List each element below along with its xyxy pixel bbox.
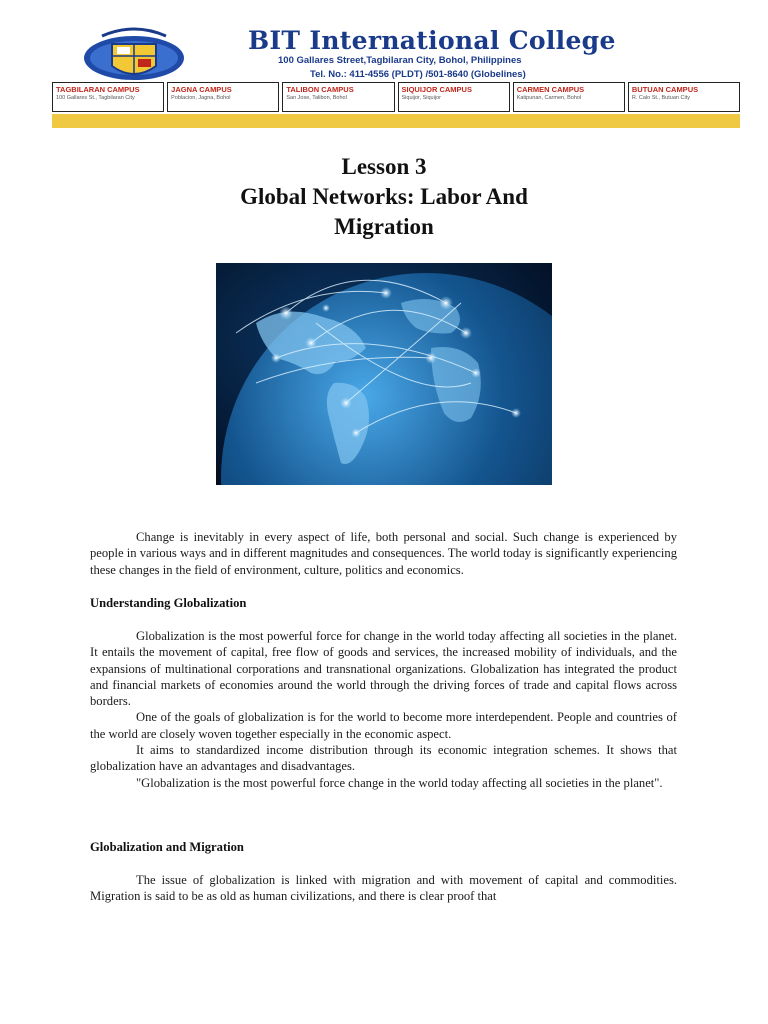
header-divider-bar (52, 114, 740, 128)
campus-list (52, 82, 740, 112)
paragraph: It aims to standardized income distribution through its economic integration schemes. It shows that globalization have an advantages and disadvantages. (90, 743, 677, 774)
lesson-number: Lesson 3 (341, 154, 427, 179)
campus-box (52, 82, 164, 112)
section-globalization-body (90, 628, 677, 791)
campus-name: TAGBILARAN CAMPUS (56, 85, 140, 94)
section-migration-body (90, 872, 677, 905)
intro-paragraph (90, 529, 677, 578)
campus-name: TALIBON CAMPUS (286, 85, 354, 94)
campus-address: San Jose, Talibon, Bohol (286, 95, 347, 101)
globe-network-image (216, 263, 552, 485)
paragraph: "Globalization is the most powerful force change in the world today affecting all societies in the planet". (136, 775, 663, 790)
campus-box (167, 82, 279, 112)
section-heading-migration: Globalization and Migration (90, 840, 244, 854)
campus-name: JAGNA CAMPUS (171, 85, 232, 94)
paragraph: Change is inevitably in every aspect of life, both personal and social. Such change is experienced by people in various ways and in different magnitudes and consequences. The world today is significantly experiencing these changes in the field of environment, culture, politics and economics. (90, 530, 677, 577)
college-logo (82, 26, 186, 86)
lesson-title-line-1: Global Networks: Labor And (240, 184, 528, 209)
campus-name: CARMEN CAMPUS (516, 85, 585, 94)
campus-box (628, 82, 740, 112)
lesson-title (0, 152, 768, 242)
campus-box (398, 82, 510, 112)
paragraph: One of the goals of globalization is for the world to become more interdependent. People and countries of the world are closely woven together especially in the economic aspect. (90, 710, 677, 741)
college-telephone: Tel. No.: 411-4556 (PLDT) /501-8640 (Globelines) (310, 69, 526, 80)
campus-box (282, 82, 394, 112)
letterhead (52, 20, 740, 132)
campus-address: R. Calo St., Butuan City (631, 95, 690, 101)
paragraph: The issue of globalization is linked with migration and with movement of capital and commodities. Migration is said to be as old as human civilizations, and there is clear proof that (90, 873, 677, 904)
campus-name: SIQUIJOR CAMPUS (401, 85, 472, 94)
campus-address: Katipunan, Carmen, Bohol (516, 95, 582, 101)
campus-name: BUTUAN CAMPUS (631, 85, 699, 94)
college-address: 100 Gallares Street,Tagbilaran City, Bohol, Philippines (278, 55, 522, 66)
paragraph: Globalization is the most powerful force for change in the world today affecting all societies in the planet. It entails the movement of capital, free flow of goods and services, the increased mobility of individuals, and the expansions of multinational corporations and transnational organizations. Globalization has integrated the product and financial markets of economies around the world through the driving forces of trade and capital flows across borders. (90, 629, 677, 709)
campus-address: 100 Gallares St., Tagbilaran City (56, 95, 135, 101)
college-name: BIT International College (248, 26, 616, 55)
campus-box (513, 82, 625, 112)
campus-address: Siquijor, Siquijor (401, 95, 441, 101)
section-heading-globalization: Understanding Globalization (90, 596, 247, 610)
lesson-title-line-2: Migration (334, 214, 434, 239)
campus-address: Poblacion, Jagna, Bohol (171, 95, 231, 101)
